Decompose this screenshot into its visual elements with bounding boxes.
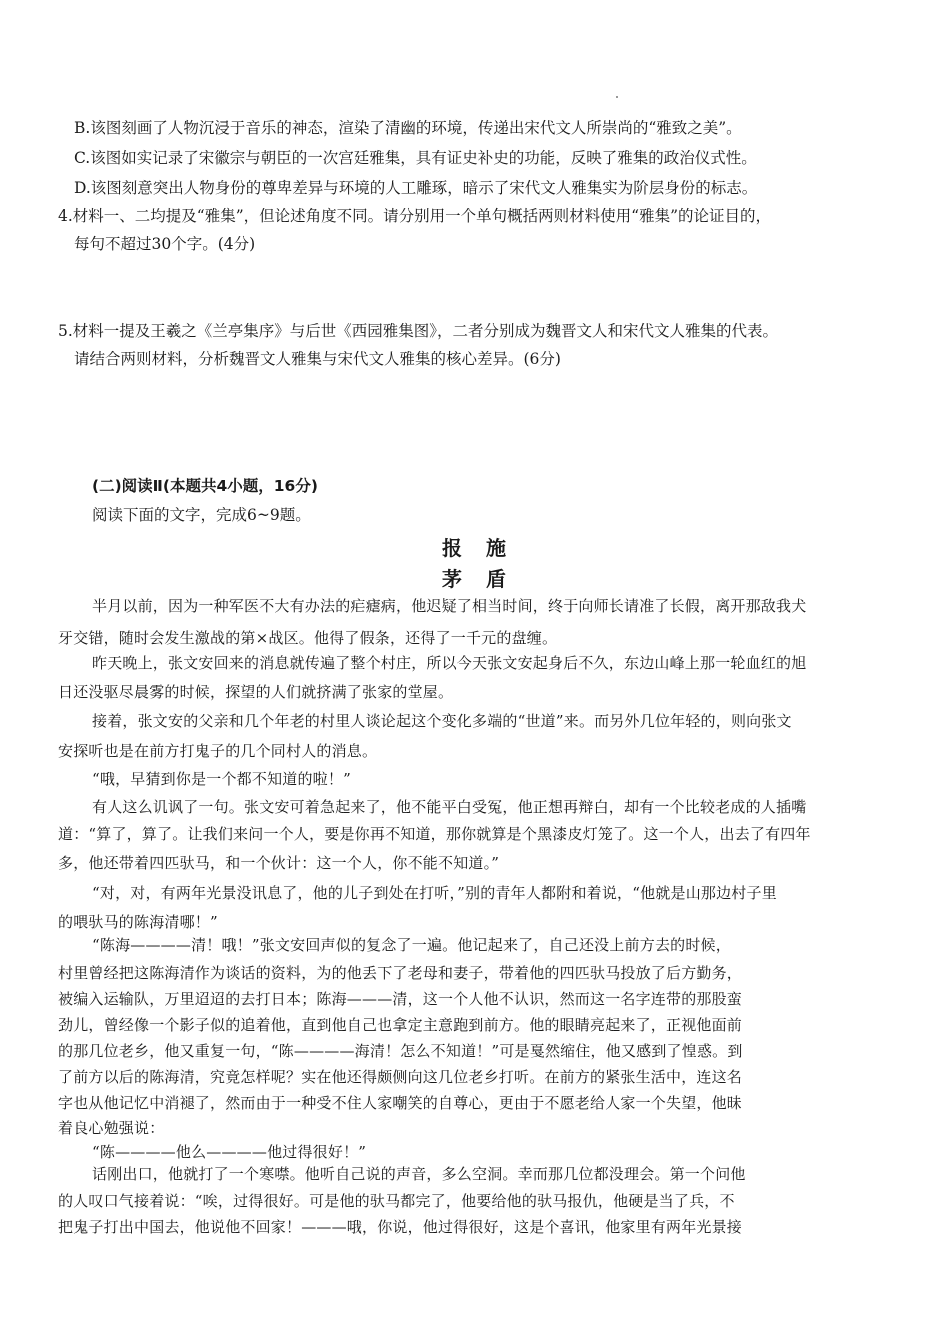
question-4-line-2: 每句不超过30个字。(4分) bbox=[74, 235, 256, 253]
section-heading: (二)阅读Ⅱ(本题共4小题，16分) bbox=[92, 477, 318, 495]
story-line: 日还没驱尽晨雾的时候，探望的人们就挤满了张家的堂屋。 bbox=[58, 683, 454, 701]
story-line: 字也从他记忆中消褪了，然而由于一种受不住人家嘲笑的自尊心，更由于不愿老给人家一个失望，他昧 bbox=[58, 1094, 743, 1112]
story-line: “陈海————清！哦！”张文安回声似的复念了一遍。他记起来了，自己还没上前方去的时候， bbox=[92, 936, 731, 954]
story-line: “对，对，有两年光景没讯息了，他的儿子到处在打听，”别的青年人都附和着说，“他就是山那边村子里 bbox=[92, 884, 777, 902]
story-line: 把鬼子打出中国去，他说他不回家！———哦，你说，他过得很好，这是个喜讯，他家里有两年光景接 bbox=[58, 1218, 743, 1236]
story-line: 接着，张文安的父亲和几个年老的村里人谈论起这个变化多端的“世道”来。而另外几位年轻的，则向张文 bbox=[92, 712, 792, 730]
question-4-line-1: 4.材料一、二均提及“雅集”，但论述角度不同。请分别用一个单句概括两则材料使用“雅集”的论证目的， bbox=[58, 207, 771, 225]
story-line: 牙交错，随时会发生激战的第×战区。他得了假条，还得了一千元的盘缠。 bbox=[58, 629, 558, 647]
story-line: 被编入运输队，万里迢迢的去打日本；陈海———清，这一个人他不认识，然而这一名字连带的那股蛮 bbox=[58, 990, 743, 1008]
option-d: D.该图刻意突出人物身份的尊卑差异与环境的人工雕琢，暗示了宋代文人雅集实为阶层身份的标志。 bbox=[74, 179, 758, 197]
story-line: “哦，早猜到你是一个都不知道的啦！” bbox=[92, 770, 351, 788]
story-author: 茅 盾 bbox=[442, 567, 508, 591]
option-b: B.该图刻画了人物沉浸于音乐的神态，渲染了清幽的环境，传递出宋代文人所崇尚的“雅致之美”。 bbox=[74, 119, 742, 137]
story-line: 昨天晚上，张文安回来的消息就传遍了整个村庄，所以今天张文安起身后不久，东边山峰上那一轮血红的旭 bbox=[92, 654, 807, 672]
option-c: C.该图如实记录了宋徽宗与朝臣的一次宫廷雅集，具有证史补史的功能，反映了雅集的政治仪式性。 bbox=[74, 149, 757, 167]
story-line: 劲儿，曾经像一个影子似的追着他，直到他自己也拿定主意跑到前方。他的眼睛亮起来了，正视他面前 bbox=[58, 1016, 743, 1034]
story-line: “陈————他么————他过得很好！” bbox=[92, 1143, 367, 1161]
story-line: 安探听也是在前方打鬼子的几个同村人的消息。 bbox=[58, 742, 378, 760]
story-line: 了前方以后的陈海清，究竟怎样呢？实在他还得颇侧向这几位老乡打听。在前方的紧张生活中，连这名 bbox=[58, 1068, 743, 1086]
story-line: 着良心勉强说： bbox=[58, 1119, 165, 1137]
story-line: 多，他还带着四匹驮马，和一个伙计：这一个人，你不能不知道。” bbox=[58, 854, 500, 872]
story-line: 的喂驮马的陈海清哪！” bbox=[58, 913, 218, 931]
story-line: 道：“算了，算了。让我们来问一个人，要是你再不知道，那你就算是个黑漆皮灯笼了。这一个人，出去了有四年 bbox=[58, 825, 811, 843]
story-title: 报 施 bbox=[442, 536, 508, 560]
question-5-line-2: 请结合两则材料，分析魏晋文人雅集与宋代文人雅集的核心差异。(6分) bbox=[74, 350, 561, 368]
question-5-line-1: 5.材料一提及王羲之《兰亭集序》与后世《西园雅集图》，二者分别成为魏晋文人和宋代文人雅集的代表。 bbox=[58, 322, 779, 340]
story-line: 的人叹口气接着说：“唉，过得很好。可是他的驮马都完了，他要给他的驮马报仇，他硬是当了兵，不 bbox=[58, 1192, 735, 1210]
story-line: 村里曾经把这陈海清作为谈话的资料，为的他丢下了老母和妻子，带着他的四匹驮马投放了后方勤务， bbox=[58, 964, 743, 982]
story-line: 有人这么讥讽了一句。张文安可着急起来了，他不能平白受冤，他正想再辩白，却有一个比较老成的人插嘴 bbox=[92, 798, 807, 816]
story-line: 话刚出口，他就打了一个寒噤。他听自己说的声音，多么空洞。幸而那几位都没理会。第一个问他 bbox=[92, 1165, 746, 1183]
story-line: 半月以前，因为一种军医不大有办法的疟瘧病，他迟疑了相当时间，终于向师长请准了长假，离开那敌我犬 bbox=[92, 597, 807, 615]
stray-dot bbox=[616, 96, 618, 98]
story-line: 的那几位老乡，他又重复一句，“陈————海清！怎么不知道！”可是戛然缩住，他又感到了惶惑。到 bbox=[58, 1042, 743, 1060]
section-instruction: 阅读下面的文字，完成6~9题。 bbox=[92, 506, 311, 524]
